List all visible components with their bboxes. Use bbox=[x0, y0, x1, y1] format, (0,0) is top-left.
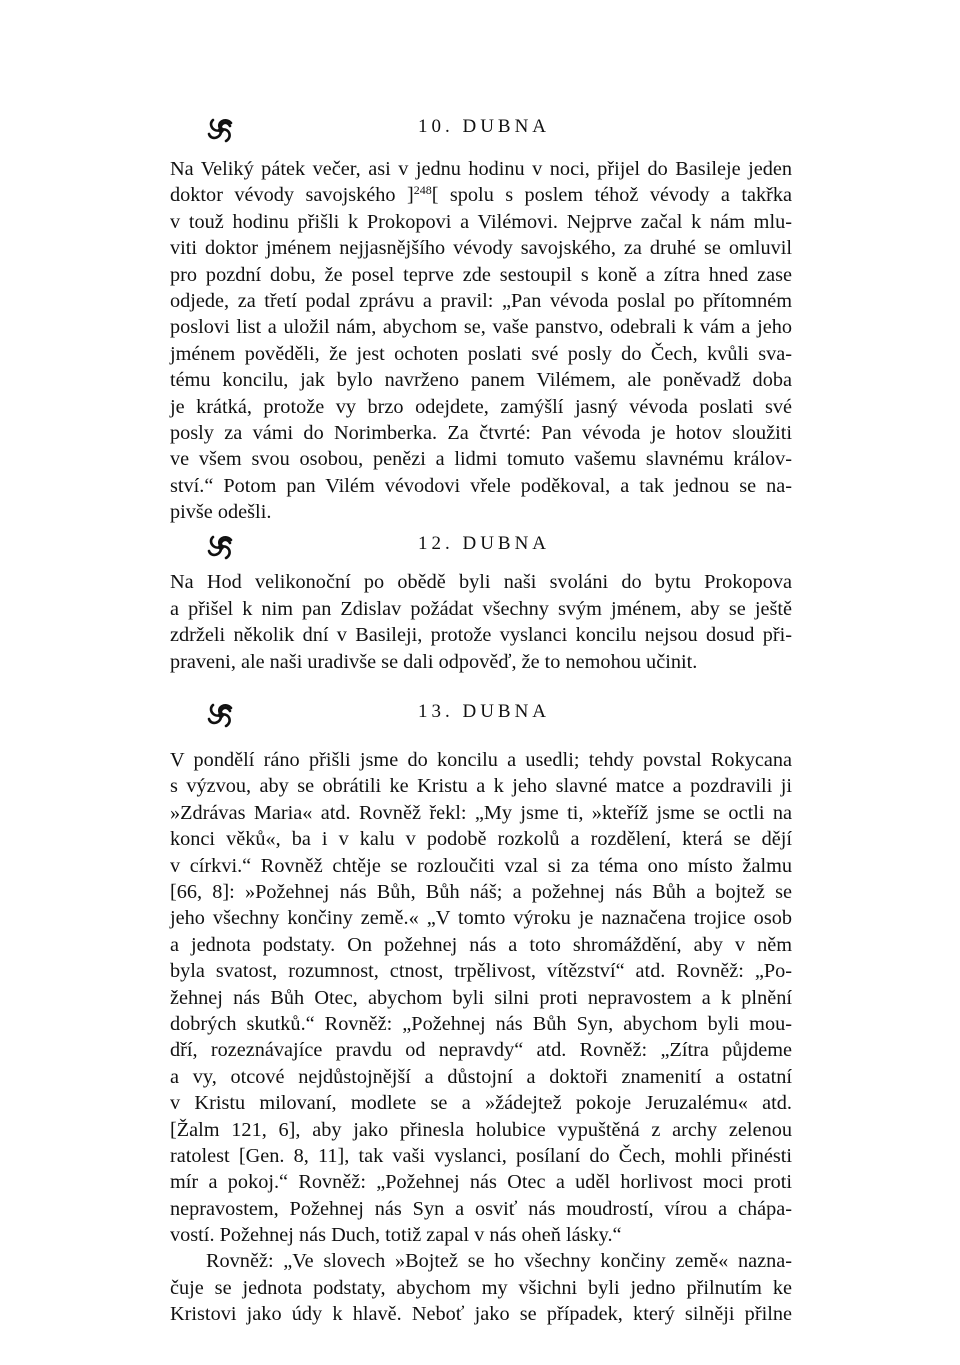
text-line: zdrželi několik dní v Basileji, protože vyslanci koncilu nejsou dosud při- bbox=[170, 624, 792, 647]
text-line: poslovi list a uložil nám, abychom se, vaše panstvo, odebrali k vám a jeho bbox=[170, 316, 792, 339]
section-heading bbox=[170, 527, 792, 563]
text-line: Kristovi jako údy k hlavě. Neboť jako se případek, který silněji přilne bbox=[170, 1303, 792, 1326]
text-line: V pondělí ráno přišli jsme do koncilu a usedli; tehdy povstal Rokycana bbox=[170, 749, 792, 772]
text-line: ství.“ Potom pan Vilém vévodovi vřele poděkoval, a tak jednou se na- bbox=[170, 474, 792, 497]
text-line: v touž hodinu přišli k Prokopovi a Vilémovi. Nejprve začal k nám mlu- bbox=[170, 210, 792, 233]
text-line: [66, 8]: »Požehnej nás Bůh, Bůh náš; a požehnej nás Bůh a bojtež se bbox=[170, 880, 792, 903]
text-line: viti doktor jménem nejjasnějšího vévody savojského, za druhé se omluvil bbox=[170, 237, 792, 260]
section-body bbox=[170, 156, 792, 525]
text-line: konci věků«, ba i v kalu v podobě rozkolů a rozdělení, která se dějí bbox=[170, 828, 792, 851]
text-line: v církvi.“ Rovněž chtěje se rozloučiti vzal si za téma ono místo žalmu bbox=[170, 854, 792, 877]
page-marker: 248 bbox=[413, 183, 432, 198]
text-line: Na Veliký pátek večer, asi v jednu hodinu v noci, přijel do Basileje jeden bbox=[170, 158, 792, 180]
section-heading bbox=[170, 695, 792, 731]
text-line: dří, rozeznávajíce pravdu od nepravdy“ atd. Rovněž: „Zítra půjdeme bbox=[170, 1039, 792, 1062]
text-line: doktor vévody savojského ]$^{248}$[ spolu s poslem téhož vévody a takřka bbox=[170, 183, 792, 207]
text-line: Na Hod velikonoční po obědě byli naši svoláni do bytu Prokopova bbox=[170, 571, 792, 594]
page bbox=[170, 110, 792, 1328]
text-line: a přišel k nim pan Zdislav požádat všechny svým jménem, aby se ještě bbox=[170, 597, 792, 620]
text-line: s výzvou, aby se obrátili ke Kristu a k jeho slavné matce a pozdravili ji bbox=[170, 775, 792, 798]
section-date-heading: 10. DUBNA bbox=[417, 116, 551, 137]
text-line: posly za vámi do Norimberka. Za čtvrté: Pan vévoda je hotov sloužiti bbox=[170, 421, 792, 444]
text-line: ve všem svou osobou, penězi a lidmi tomuto vašemu slavnému králov- bbox=[170, 448, 792, 471]
text-line: byla svatost, rozumnost, ctnost, trpělivost, vítězství“ atd. Rovněž: „Po- bbox=[170, 960, 792, 983]
section-date-heading: 13. DUBNA bbox=[417, 701, 551, 723]
text-line: je krátká, protože vy brzo odejdete, zamýšlí jasný vévoda poslati své bbox=[170, 395, 792, 418]
text-line: vostí. Požehnej nás Duch, totiž zapal v nás oheň lásky.“ bbox=[170, 1224, 622, 1247]
text-line: Rovněž: „Ve slovech »Bojtež se ho všechny končiny země« nazna- bbox=[206, 1250, 792, 1273]
text-line: a jednota podstaty. On požehnej nás a toto shromáždění, aby v něm bbox=[170, 933, 792, 956]
text-line: pivše odešli. bbox=[170, 501, 272, 524]
text-line: »Zdrávas Maria« atd. Rovněž řekl: „My jsme ti, »kteříž jsme se octli na bbox=[170, 801, 792, 824]
text-line: dobrých skutků.“ Rovněž: „Požehnej nás Bůh Syn, abychom byli mou- bbox=[170, 1012, 792, 1035]
section-body bbox=[170, 747, 792, 1328]
text-line: [Žalm 121, 6], aby jako přinesla holubice vypuštěná z archy zelenou bbox=[170, 1118, 792, 1141]
section-heading bbox=[170, 110, 792, 146]
text-line: žehnej nás Bůh Otec, abychom byli silni proti nepravostem a k plnění bbox=[170, 986, 792, 1009]
section-date-heading: 12. DUBNA bbox=[417, 533, 551, 555]
text-line: čuje se jednota podstaty, abychom my všichni byli jedno přilnutím ke bbox=[170, 1276, 792, 1299]
text-line: odjede, za třetí podal zprávu a pravil: „Pan vévoda poslal po přítomném bbox=[170, 289, 792, 312]
text-line: jménem pověděli, že jest ochoten poslati své posly do Čech, kvůli sva- bbox=[170, 342, 792, 365]
text-line: praveni, ale naši uradivše se dali odpověď, že to nemohou učinit. bbox=[170, 650, 698, 673]
section-body bbox=[170, 569, 792, 675]
text-line: mír a pokoj.“ Rovněž: „Požehnej nás Otec a uděl horlivost moci proti bbox=[170, 1171, 792, 1194]
text-line: v Kristu milovaní, modlete se a »žádejtež pokoje Jeruzalému« atd. bbox=[170, 1092, 792, 1115]
text-line: ratolest [Gen. 8, 11], tak vaši vyslanci, posílaní do Čech, mohli přinésti bbox=[170, 1144, 792, 1167]
text-line: jeho všechny končiny země.« „V tomto výroku je naznačena trojice osob bbox=[170, 907, 792, 930]
text-line: pro pozdní dobu, že posel teprve zde sestoupil s koně a zítra hned zase bbox=[170, 263, 792, 286]
text-line: a vy, otcové nejdůstojnější a důstojní a doktoři znamenití a ostatní bbox=[170, 1065, 792, 1088]
text-line: tému koncilu, jak bylo navrženo panem Vilémem, ale poněvadž doba bbox=[170, 369, 792, 392]
text-line: nepravostem, Požehnej nás Syn a osviť nás moudrostí, vírou a chápa- bbox=[170, 1197, 792, 1220]
